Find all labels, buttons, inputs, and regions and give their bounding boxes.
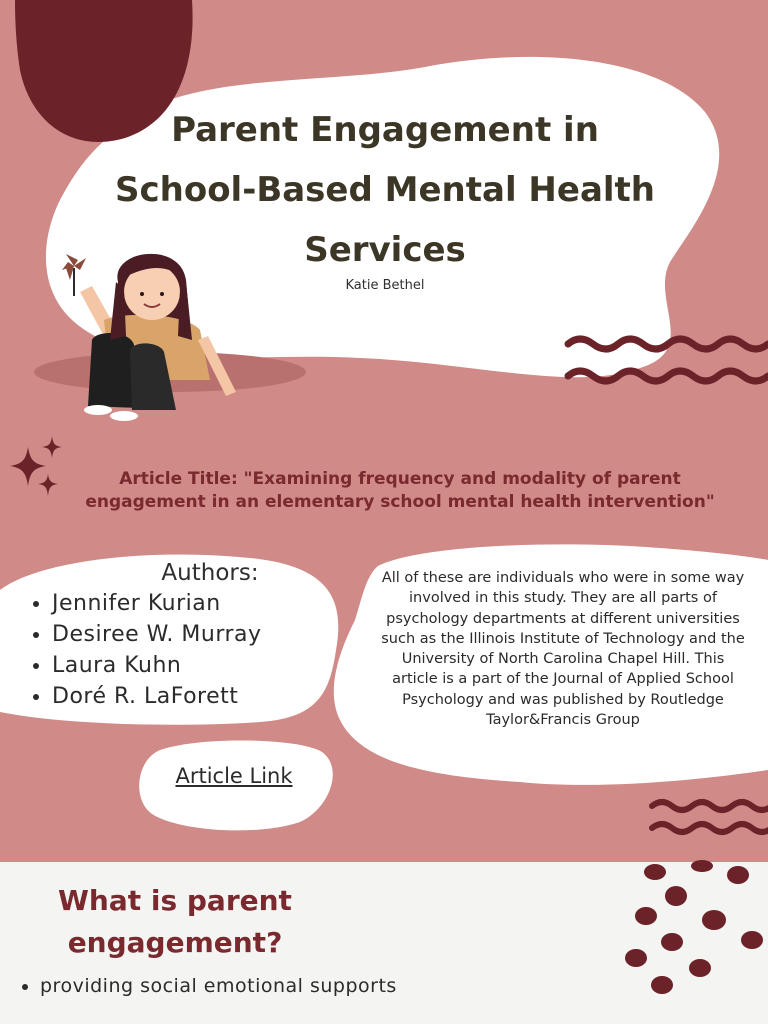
authors-list bbox=[28, 588, 262, 712]
wavy-lines-icon-lower bbox=[652, 802, 768, 832]
article-link[interactable]: Article Link bbox=[175, 764, 293, 788]
title-line-3: Services bbox=[304, 230, 466, 270]
author-name: Katie Bethel bbox=[345, 278, 425, 293]
article-title: Article Title: "Examining frequency and modality of parent engagement in an elementary school mental health intervention" bbox=[85, 469, 715, 512]
section-heading: What is parent engagement? bbox=[58, 884, 292, 959]
title-line-2: School-Based Mental Health bbox=[114, 170, 655, 210]
study-description: All of these are individuals who were in some way involved in this study. They are all parts of psychology departments at different universities such as the Illinois Institute of Technology and the University of North Carolina Chapel Hill. This article is a part of the Journal of Applied School Psychology and was published by Routledge Taylor&Francis Group bbox=[381, 570, 745, 729]
author-item: • Desiree W. Murray bbox=[52, 619, 262, 650]
author-item: • Jennifer Kurian bbox=[52, 588, 262, 619]
list-item: • providing social emotional supports bbox=[40, 972, 400, 1000]
title-line-1: Parent Engagement in bbox=[171, 110, 599, 150]
sparkle-icon bbox=[10, 436, 62, 496]
author-item: • Doré R. LaForett bbox=[52, 681, 262, 712]
poster-title bbox=[110, 100, 660, 280]
authors-heading: Authors: bbox=[161, 560, 259, 586]
author-item: • Laura Kuhn bbox=[52, 650, 262, 681]
parent-engagement-list bbox=[16, 972, 400, 1000]
